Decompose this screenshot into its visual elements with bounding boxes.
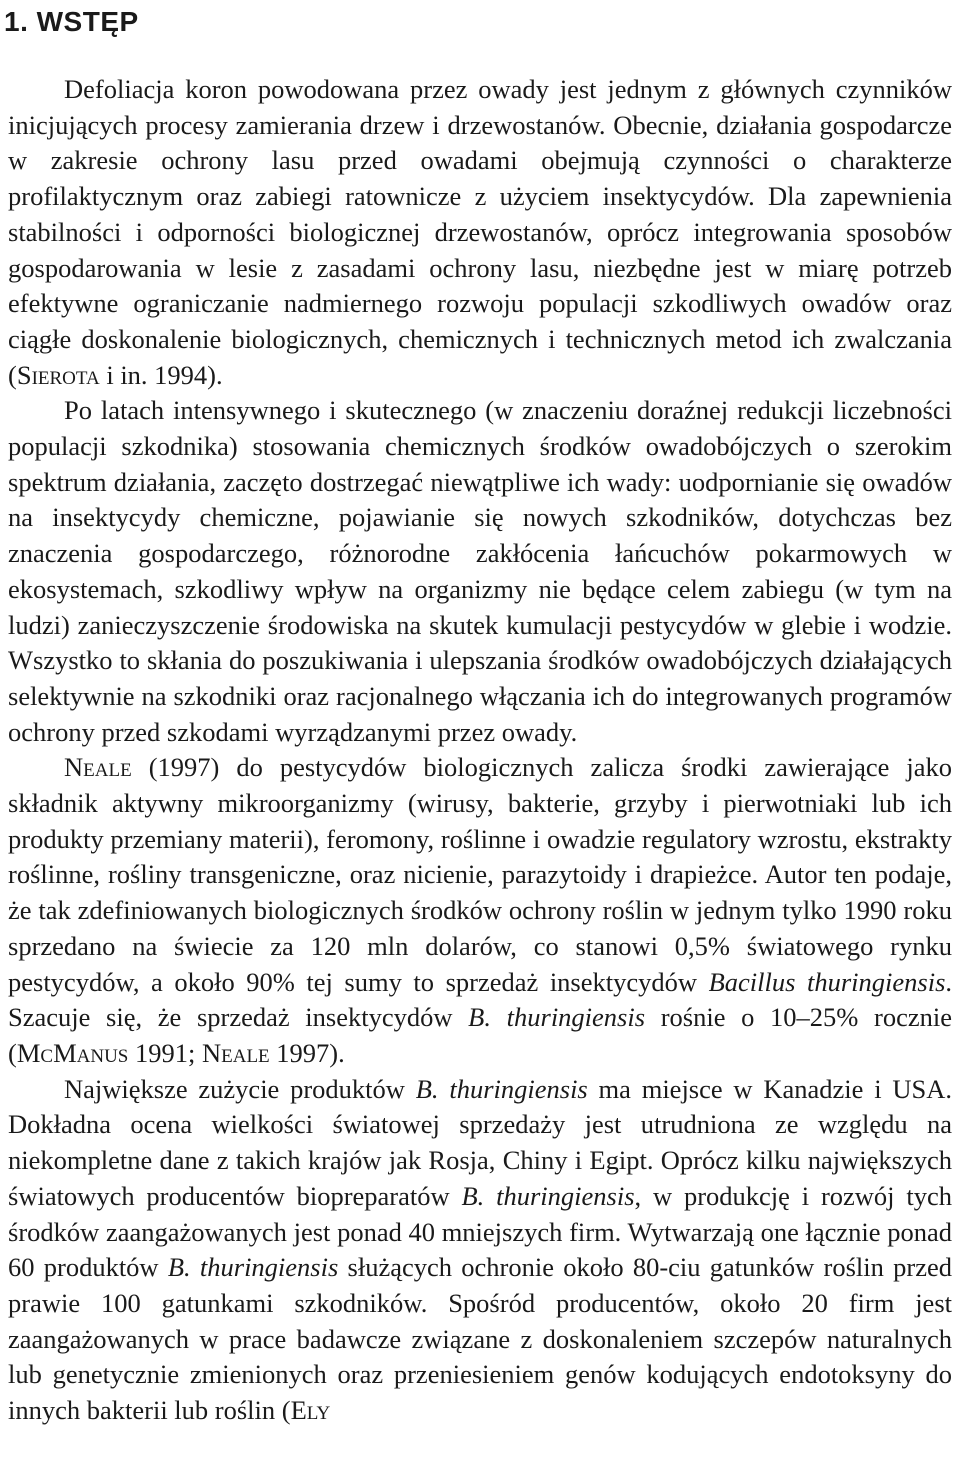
text-run: Po latach intensywnego i skutecznego (w znaczeniu doraźnej redukcji liczebności populacji szkodnika) stosowania chemicznych środków owadobójczych o szerokim spektrum działania, zaczęto dostrzegać niewątpliwe ich wady: uodpornianie się owadów na insektycydy chemiczne, pojawianie się nowych szkodników, dotychczas bez znaczenia gospodarczego, różnorodne zakłócenia łańcuchów pokarmowych w ekosystemach, szkodliwy wpływ na organizmy nie będące celem zabiegu (w tym na ludzi) zanieczyszczenie środowiska na skutek kumulacji pestycydów w glebie i wodzie. Wszystko to skłania do poszukiwania i ulepszania środków owadobójczych działających selektywnie na szkodniki oraz racjonalnego włączania ich do integrowanych programów ochrony przed szkodami wyrządzanymi przez owady. — [8, 395, 952, 747]
author-citation: Neale — [201, 1037, 270, 1068]
text-run: , w produkcję i rozwój tych środków zaangażowanych jest ponad 40 mniejszych firm. Wytwarzają one łącznie ponad 60 produktów — [8, 1180, 952, 1283]
text-run: Największe zużycie produktów — [64, 1073, 416, 1104]
species-name: B. thuringiensis — [415, 1073, 588, 1104]
body-paragraph — [8, 1072, 952, 1429]
text-run: służących ochronie około 80-ciu gatunków roślin przed prawie 100 gatunkami szkodników. Spośród producentów, około 20 firm jest zaangażowanych w prace badawcze związane z doskonaleniem szczepów naturalnych lub genetycznie zmienionych oraz przeniesieniem genów kodujących endotoksyny do innych bakterii lub roślin ( — [8, 1252, 952, 1426]
text-run: (1997) do pestycydów biologicznych zalicza środki zawierające jako składnik aktywny mikroorganizmy (wirusy, bakterie, grzyby i pierwotniaki lub ich produkty przemiany materii), feromony, roślinne i owadzie regulatory wzrostu, ekstrakty roślinne, rośliny transgeniczne, oraz nicienie, parazytoidy i drapieżce. Autor ten podaje, że tak zdefiniowanych biologicznych środków ochrony roślin w jednym tylko 1990 roku sprzedano na świecie za 120 mln dolarów, co stanowi 0,5% światowego rynku pestycydów, a około 90% tej sumy to sprzedaż insektycydów — [8, 752, 952, 997]
text-run: rośnie o 10–25% rocznie ( — [8, 1002, 952, 1068]
species-name: B. thuringiensis — [468, 1002, 646, 1033]
text-run: i in. 1994). — [99, 359, 223, 390]
species-name: B. thuringiensis — [167, 1252, 339, 1283]
section-heading: 1. WSTĘP — [4, 6, 139, 37]
author-citation: Sierota — [16, 359, 100, 390]
author-citation: Ely — [290, 1395, 331, 1426]
text-run: 1991; — [128, 1037, 202, 1068]
body-paragraph — [8, 72, 952, 393]
body-paragraph — [8, 750, 952, 1071]
text-run: 1997). — [269, 1037, 345, 1068]
section-body — [8, 72, 952, 1429]
text-run: ma miejsce w Kanadzie i USA. Dokładna ocena wielkości światowej sprzedaży jest utrudniona ze względu na niekompletne dane z takich krajów jak Rosja, Chiny i Egipt. Oprócz kilku największych światowych producentów biopreparatów — [8, 1073, 952, 1211]
text-run: . Szacuje się, że sprzedaż insektycydów — [8, 966, 953, 1033]
species-name: Bacillus thuringiensis — [708, 966, 946, 997]
species-name: B. thuringiensis — [461, 1180, 635, 1211]
body-paragraph — [8, 393, 952, 750]
author-citation: Neale — [64, 752, 132, 783]
author-citation: McManus — [16, 1037, 129, 1068]
text-run: Defoliacja koron powodowana przez owady jest jednym z głównych czynników inicjujących procesy zamierania drzew i drzewostanów. Obecnie, działania gospodarcze w zakresie ochrony lasu przed owadami obejmują czynności o charakterze profilaktycznym oraz zabiegi ratownicze z użyciem insektycydów. Dla zapewnienia stabilności i odporności biologicznej drzewostanów, oprócz integrowania sposobów gospodarowania w lesie z zasadami ochrony lasu, niezbędne jest w miarę potrzeb efektywne ograniczanie nadmiernego rozwoju populacji szkodliwych owadów oraz ciągłe doskonalenie biologicznych, chemicznych i technicznych metod ich zwalczania ( — [8, 74, 952, 390]
